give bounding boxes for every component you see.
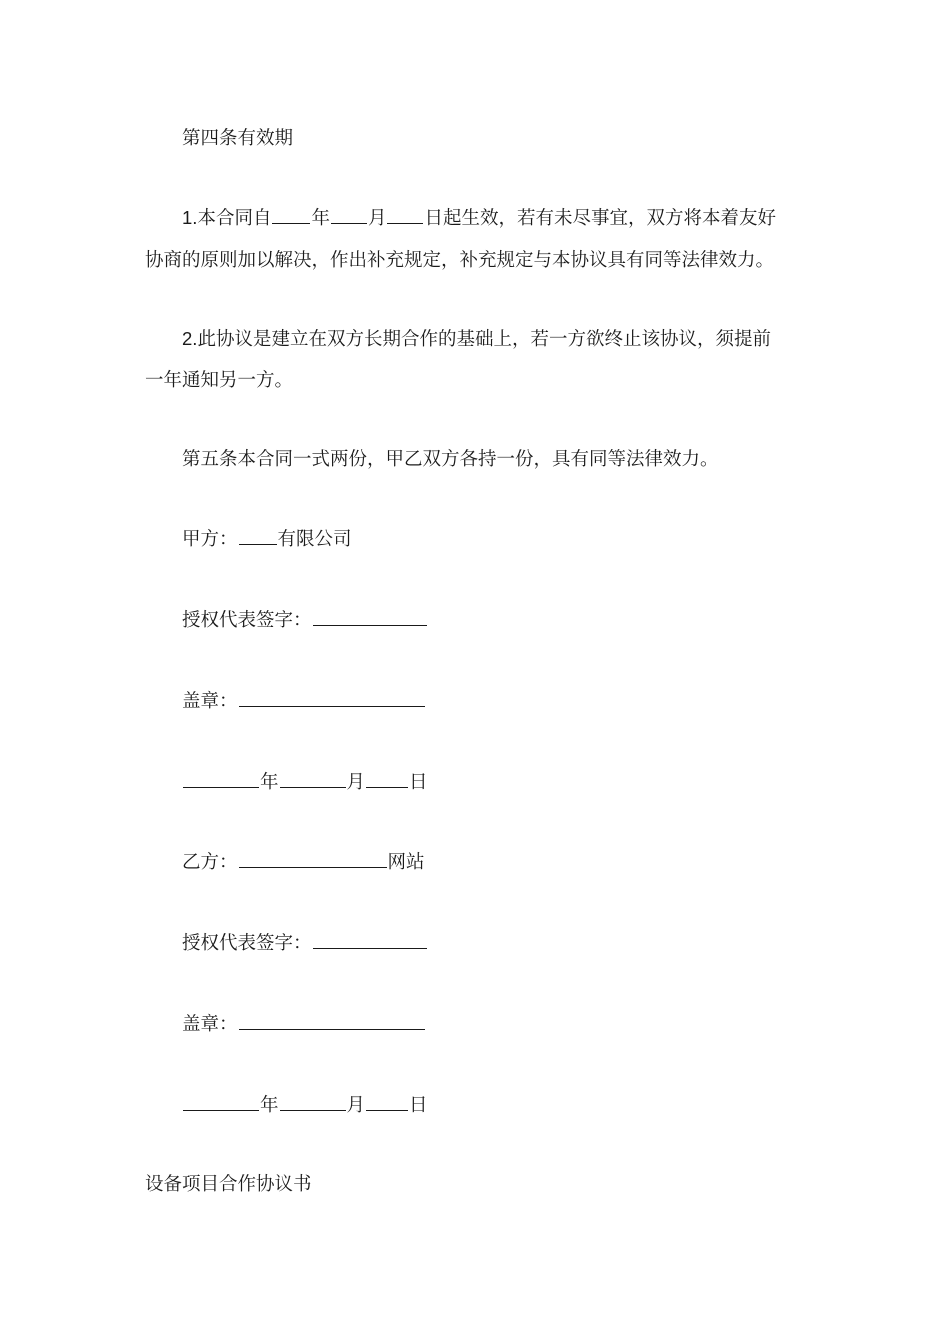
day-blank	[387, 206, 423, 224]
article5-text: 第五条本合同一式两份，甲乙双方各持一份，具有同等法律效力。	[182, 449, 719, 470]
party-a-year: 年	[260, 772, 279, 793]
clause1-month: 月	[367, 208, 387, 229]
next-document-title	[145, 1173, 805, 1197]
party-a-seal-blank	[239, 689, 425, 707]
clause1-text-a: 本合同自	[197, 208, 272, 229]
party-b-seal-label: 盖章：	[182, 1014, 238, 1035]
party-a-name-blank	[239, 527, 277, 545]
party-b-line	[182, 850, 842, 875]
party-a-year-blank	[183, 770, 259, 788]
article5-line	[182, 448, 842, 472]
party-b-date-line	[182, 1093, 842, 1118]
party-b-year: 年	[260, 1095, 279, 1116]
clause2-text-a: 此协议是建立在双方长期合作的基础上，若一方欲终止该协议，须提前	[197, 329, 771, 350]
article4-title-text: 第四条有效期	[182, 128, 294, 149]
party-b-label: 乙方：	[182, 852, 238, 873]
party-a-day: 日	[409, 772, 428, 793]
party-a-line	[182, 527, 842, 552]
party-b-name-blank	[239, 850, 387, 868]
clause2-number: 2.	[182, 328, 198, 349]
year-blank	[272, 206, 310, 224]
clause1-year: 年	[311, 208, 330, 229]
party-a-day-blank	[366, 770, 408, 788]
party-a-sign-blank	[313, 608, 427, 626]
clause1-text-c: 协商的原则加以解决，作出补充规定，补充规定与本协议具有同等法律效力。	[145, 250, 775, 271]
month-blank	[331, 206, 367, 224]
party-b-month-blank	[280, 1093, 346, 1111]
party-b-month: 月	[346, 1095, 366, 1116]
party-b-seal-line	[182, 1012, 842, 1037]
clause1-text-b: 日起生效，若有未尽事宜，双方将本着友好	[424, 208, 776, 229]
party-a-month: 月	[346, 772, 366, 793]
clause2-line2	[145, 369, 805, 393]
article4-title	[182, 127, 842, 151]
party-a-seal-line	[182, 689, 842, 714]
party-b-year-blank	[183, 1093, 259, 1111]
party-a-month-blank	[280, 770, 346, 788]
party-b-sign-line	[182, 931, 842, 956]
party-a-seal-label: 盖章：	[182, 691, 238, 712]
party-b-sign-label: 授权代表签字：	[182, 933, 312, 954]
party-a-sign-label: 授权代表签字：	[182, 610, 312, 631]
clause1-number: 1.	[182, 207, 198, 228]
clause2-text-b: 一年通知另一方。	[145, 370, 294, 391]
party-b-suffix: 网站	[387, 852, 425, 873]
party-b-sign-blank	[313, 931, 427, 949]
party-a-label: 甲方：	[182, 529, 238, 550]
clause1-line2	[145, 249, 805, 273]
party-b-seal-blank	[239, 1012, 425, 1030]
clause1-line1	[182, 206, 842, 231]
clause2-line1	[182, 327, 842, 352]
party-a-date-line	[182, 770, 842, 795]
party-a-sign-line	[182, 608, 842, 633]
next-document-title-text: 设备项目合作协议书	[145, 1174, 312, 1195]
party-a-suffix: 有限公司	[277, 529, 352, 550]
party-b-day: 日	[409, 1095, 428, 1116]
party-b-day-blank	[366, 1093, 408, 1111]
